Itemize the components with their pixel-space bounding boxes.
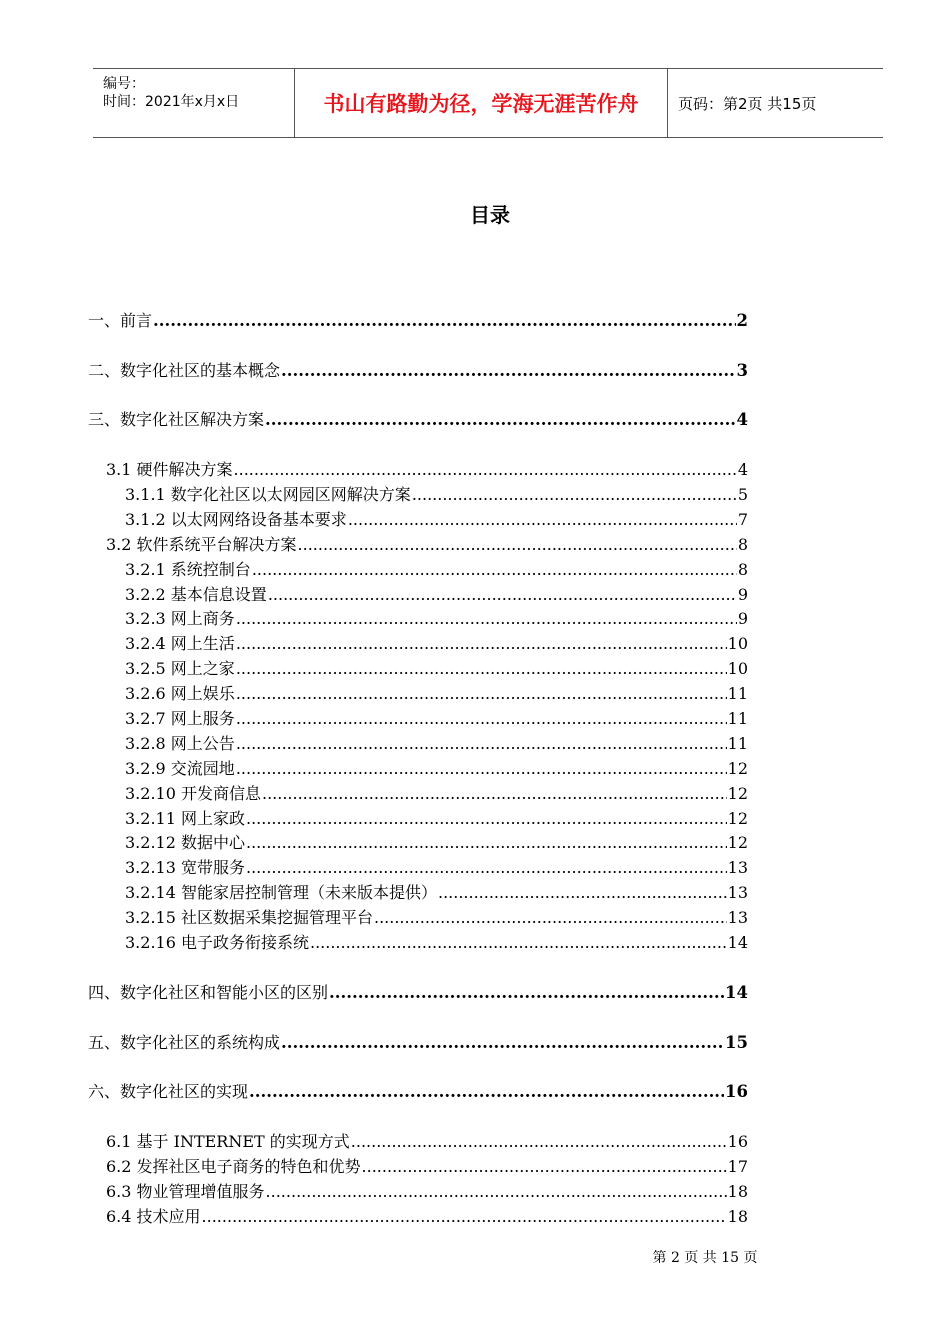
header-motto-cell [295, 69, 668, 137]
header-page-cell [668, 69, 883, 137]
header-meta-cell [93, 69, 295, 137]
toc-entry-3-2-8[interactable]: 3.2.8 网上公告 ..... 11 [125, 733, 748, 755]
toc-entry-3-2-5[interactable]: 3.2.5 网上之家 ..... 10 [125, 658, 748, 680]
toc-entry-6-3[interactable]: 6.3 物业管理增值服务 ..... 18 [106, 1181, 748, 1203]
page-title: 目录 [470, 203, 510, 227]
toc-entry-3-2-7[interactable]: 3.2.7 网上服务 ..... 11 [125, 708, 748, 730]
toc-entry-3-2-11[interactable]: 3.2.11 网上家政 ..... 12 [125, 808, 748, 830]
toc-entry-3-2[interactable]: 3.2 软件系统平台解决方案 ..... 8 [106, 534, 748, 556]
page-header [93, 68, 883, 138]
toc-entry-3-2-1[interactable]: 3.2.1 系统控制台 ..... 8 [125, 559, 748, 581]
toc-entry-3-2-13[interactable]: 3.2.13 宽带服务 ..... 13 [125, 857, 748, 879]
toc-entry-3-2-2[interactable]: 3.2.2 基本信息设置 ..... 9 [125, 584, 748, 606]
toc-entry-6[interactable]: 六、数字化社区的实现 ..... 16 [88, 1081, 748, 1103]
toc-entry-3-2-4[interactable]: 3.2.4 网上生活 ..... 10 [125, 633, 748, 655]
toc-entry-1[interactable]: 一、前言 ..... 2 [88, 310, 748, 332]
toc-entry-3-2-10[interactable]: 3.2.10 开发商信息 ..... 12 [125, 783, 748, 805]
number-label: 编号： [103, 76, 145, 92]
header-page-info: 页码：第2页 共15页 [678, 94, 817, 113]
toc-entry-3-2-16[interactable]: 3.2.16 电子政务衔接系统 ..... 14 [125, 932, 748, 954]
toc-entry-5[interactable]: 五、数字化社区的系统构成 ..... 15 [88, 1032, 748, 1054]
toc-entry-3-1-2[interactable]: 3.1.2 以太网网络设备基本要求 ..... 7 [125, 509, 748, 531]
toc-entry-3-2-14[interactable]: 3.2.14 智能家居控制管理（未来版本提供） ..... 13 [125, 882, 748, 904]
toc-entry-3-2-6[interactable]: 3.2.6 网上娱乐 ..... 11 [125, 683, 748, 705]
page-footer: 第 2 页 共 15 页 [652, 1250, 758, 1266]
toc-entry-6-4[interactable]: 6.4 技术应用 ..... 18 [106, 1206, 748, 1228]
toc-entry-4[interactable]: 四、数字化社区和智能小区的区别 ..... 14 [88, 982, 748, 1004]
toc-entry-3-2-3[interactable]: 3.2.3 网上商务 ..... 9 [125, 608, 748, 630]
toc-entry-2[interactable]: 二、数字化社区的基本概念 ..... 3 [88, 360, 748, 382]
toc-entry-6-2[interactable]: 6.2 发挥社区电子商务的特色和优势 ..... 17 [106, 1156, 748, 1178]
toc-entry-3[interactable]: 三、数字化社区解决方案 ..... 4 [88, 409, 748, 431]
motto-text: 书山有路勤为径，学海无涯苦作舟 [323, 92, 639, 116]
toc-entry-6-1[interactable]: 6.1 基于 INTERNET 的实现方式 ..... 16 [106, 1131, 748, 1153]
toc-entry-3-1[interactable]: 3.1 硬件解决方案 ..... 4 [106, 459, 748, 481]
toc-entry-3-1-1[interactable]: 3.1.1 数字化社区以太网园区网解决方案 ..... 5 [125, 484, 748, 506]
time-label: 时间：2021年x月x日 [103, 94, 240, 110]
toc-entry-3-2-15[interactable]: 3.2.15 社区数据采集挖掘管理平台 ..... 13 [125, 907, 748, 929]
toc-entry-3-2-12[interactable]: 3.2.12 数据中心 ..... 12 [125, 832, 748, 854]
toc-entry-3-2-9[interactable]: 3.2.9 交流园地 ..... 12 [125, 758, 748, 780]
